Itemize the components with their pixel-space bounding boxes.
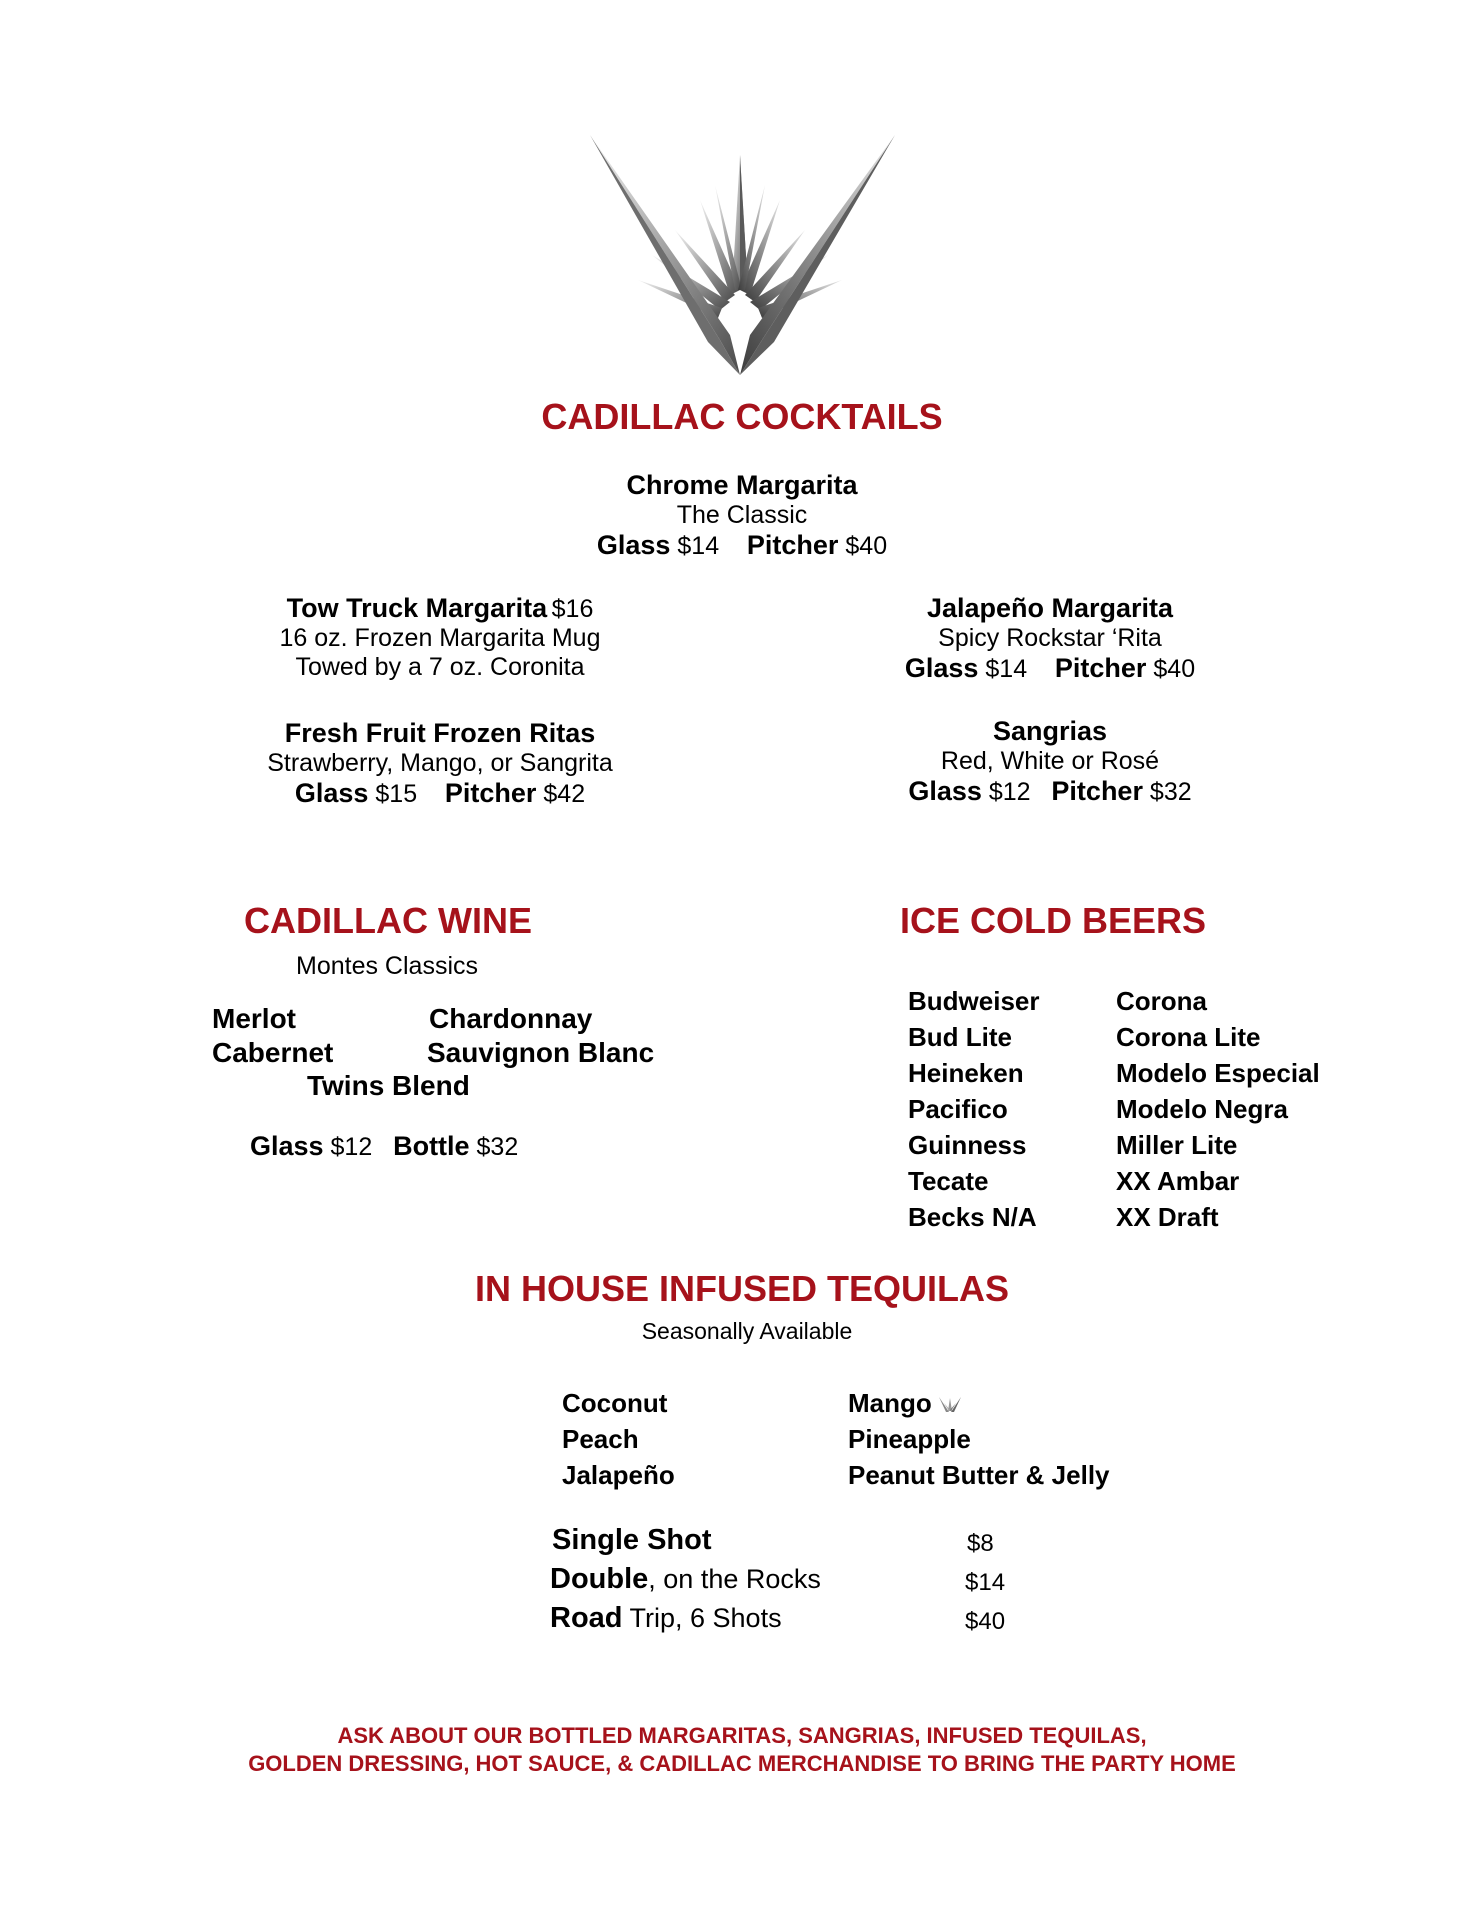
wine-heading: CADILLAC WINE — [244, 900, 532, 941]
beer-item: Budweiser — [908, 986, 1040, 1016]
sangrias-item — [830, 716, 1270, 807]
wine-merlot: Merlot — [212, 1003, 296, 1034]
chrome-margarita-prices: Glass $14 Pitcher $40 — [596, 530, 888, 560]
tequila-list-right — [848, 1385, 1110, 1493]
beer-item: Corona Lite — [1116, 1022, 1261, 1052]
tequila-item: Peach — [562, 1424, 639, 1454]
tequila-list-left — [562, 1385, 675, 1493]
jalapeno-desc: Spicy Rockstar ‘Rita — [938, 624, 1162, 652]
wine-subheading: Montes Classics — [296, 952, 478, 980]
fresh-fruit-ritas-item — [190, 718, 690, 809]
mini-agave-logo-icon — [939, 1396, 961, 1414]
wine-sauvignon-blanc: Sauvignon Blanc — [427, 1037, 655, 1068]
tequilas-subheading: Seasonally Available — [641, 1318, 853, 1344]
chrome-margarita-desc: The Classic — [676, 501, 808, 529]
beer-item: Modelo Negra — [1116, 1094, 1288, 1124]
tow-truck-margarita-item — [190, 593, 690, 682]
shot-row-single: Single Shot — [552, 1524, 712, 1556]
beer-item: Heineken — [908, 1058, 1024, 1088]
jalapeno-margarita-item — [830, 593, 1270, 684]
tequilas-heading: IN HOUSE INFUSED TEQUILAS — [474, 1268, 1010, 1309]
shot-row-double: Double, on the Rocks — [550, 1563, 821, 1595]
jalapeno-prices: Glass $14 Pitcher $40 — [904, 653, 1196, 683]
tow-truck-line2: Towed by a 7 oz. Coronita — [295, 653, 585, 681]
beer-item: Corona — [1116, 986, 1207, 1016]
beer-item: Modelo Especial — [1116, 1058, 1320, 1088]
tow-truck-name: Tow Truck Margarita — [286, 593, 548, 623]
wine-twins-blend: Twins Blend — [307, 1070, 470, 1101]
beer-item: Miller Lite — [1116, 1130, 1238, 1160]
sangrias-name: Sangrias — [992, 716, 1108, 746]
beer-item: Bud Lite — [908, 1022, 1012, 1052]
shot-price-double: $14 — [965, 1569, 1006, 1596]
sangrias-desc: Red, White or Rosé — [940, 747, 1160, 775]
tequila-item: Mango — [848, 1385, 1110, 1421]
footer-line-1: ASK ABOUT OUR BOTTLED MARGARITAS, SANGRIAS, INFUSED TEQUILAS, — [337, 1723, 1147, 1748]
wine-prices: Glass $12 Bottle $32 — [250, 1131, 519, 1161]
beer-list-right — [1116, 983, 1320, 1235]
chrome-agave-logo — [590, 130, 900, 380]
beer-item: Tecate — [908, 1166, 989, 1196]
wine-cabernet: Cabernet — [212, 1037, 334, 1068]
tow-truck-line1: 16 oz. Frozen Margarita Mug — [279, 624, 601, 652]
beer-list-left — [908, 983, 1040, 1235]
tow-truck-price: $16 — [551, 595, 594, 623]
sangrias-prices: Glass $12 Pitcher $32 — [908, 776, 1192, 806]
chrome-margarita-item — [440, 470, 1044, 561]
fresh-fruit-prices: Glass $15 Pitcher $42 — [294, 778, 586, 808]
beer-item: XX Ambar — [1116, 1166, 1240, 1196]
fresh-fruit-name: Fresh Fruit Frozen Ritas — [284, 718, 596, 748]
tequila-item: Peanut Butter & Jelly — [848, 1460, 1110, 1490]
tequila-item: Pineapple — [848, 1424, 971, 1454]
beer-item: XX Draft — [1116, 1202, 1219, 1232]
beer-item: Pacifico — [908, 1094, 1008, 1124]
fresh-fruit-desc: Strawberry, Mango, or Sangrita — [267, 749, 613, 777]
wine-chardonnay: Chardonnay — [429, 1003, 593, 1034]
tequila-item: Coconut — [562, 1388, 668, 1418]
tequila-item: Jalapeño — [562, 1460, 675, 1490]
shot-row-road-trip: Road Trip, 6 Shots — [550, 1602, 782, 1634]
beer-item: Becks N/A — [908, 1202, 1037, 1232]
beers-heading: ICE COLD BEERS — [900, 900, 1207, 941]
shot-price-single: $8 — [967, 1530, 994, 1557]
jalapeno-name: Jalapeño Margarita — [926, 593, 1174, 623]
footer-line-2: GOLDEN DRESSING, HOT SAUCE, & CADILLAC MERCHANDISE TO BRING THE PARTY HOME — [248, 1751, 1236, 1776]
chrome-margarita-name: Chrome Margarita — [626, 470, 858, 500]
beer-item: Guinness — [908, 1130, 1027, 1160]
shot-price-road-trip: $40 — [965, 1608, 1006, 1635]
cocktails-heading: CADILLAC COCKTAILS — [541, 396, 943, 437]
